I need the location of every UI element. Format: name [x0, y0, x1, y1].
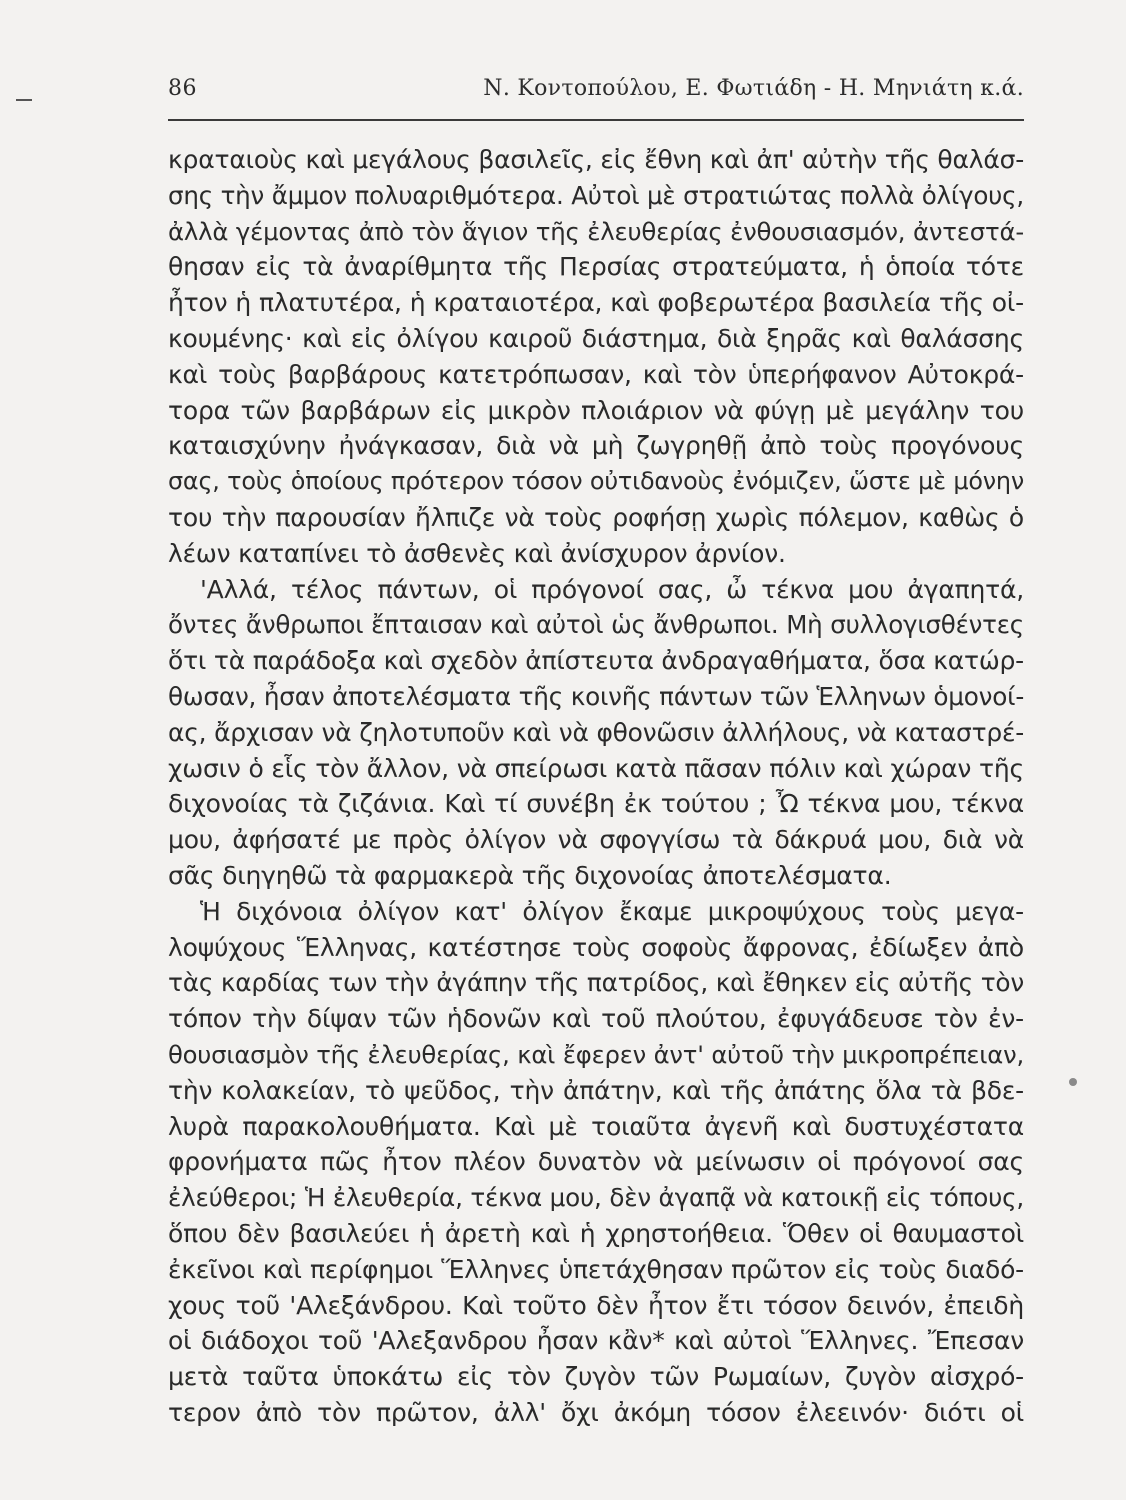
text-line: σης τὴν ἄμμον πολυαριθμότερα. Αὐτοὶ μὲ στρατιώτας πολλὰ ὀλίγους,	[168, 180, 1024, 210]
header-rule	[168, 119, 1024, 121]
text-line: ὄντες ἄνθρωποι ἔπταισαν καὶ αὐτοὶ ὡς ἄνθρωποι. Μὴ συλλογισθέντες	[168, 610, 1024, 640]
text-line: οἱ διάδοχοι τοῦ 'Αλεξανδρου ἦσαν κἂν* καὶ αὐτοὶ Ἕλληνες. Ἔπεσαν	[168, 1326, 1024, 1356]
page-number: 86	[168, 76, 197, 101]
text-line: 'Αλλά, τέλος πάντων, οἱ πρόγονοί σας, ὦ τέκνα μου ἀγαπητά,	[200, 574, 1024, 604]
text-line: κουμένης· καὶ εἰς ὀλίγου καιροῦ διάστημα, διὰ ξηρᾶς καὶ θαλάσσης	[168, 323, 1024, 353]
text-line: ἐκεῖνοι καὶ περίφημοι Ἕλληνες ὑπετάχθησαν πρῶτον εἰς τοὺς διαδό-	[168, 1254, 1024, 1284]
text-line: ἀλλὰ γέμοντας ἀπὸ τὸν ἅγιον τῆς ἐλευθερίας ἐνθουσιασμόν, ἀντεστά-	[168, 216, 1024, 246]
text-line: θουσιασμὸν τῆς ἐλευθερίας, καὶ ἔφερεν ἀντ' αὐτοῦ τὴν μικροπρέπειαν,	[168, 1039, 1024, 1069]
text-line: φρονήματα πῶς ἦτον πλέον δυνατὸν νὰ μείνωσιν οἱ πρόγονοί σας	[168, 1147, 1024, 1177]
text-line: σᾶς διηγηθῶ τὰ φαρμακερὰ τῆς διχονοίας ἀποτελέσματα.	[168, 860, 892, 890]
text-line: καταισχύνην ἠνάγκασαν, διὰ νὰ μὴ ζωγρηθῇ ἀπὸ τοὺς προγόνους	[168, 431, 1024, 461]
text-line: τὰς καρδίας των τὴν ἀγάπην τῆς πατρίδος, καὶ ἔθηκεν εἰς αὐτῆς τὸν	[168, 968, 1024, 998]
margin-dot	[1069, 1078, 1077, 1086]
text-line: μου, ἀφήσατέ με πρὸς ὀλίγον νὰ σφογγίσω τὰ δάκρυά μου, διὰ νὰ	[168, 825, 1024, 855]
text-line: λοψύχους Ἕλληνας, κατέστησε τοὺς σοφοὺς ἄφρονας, ἐδίωξεν ἀπὸ	[168, 932, 1024, 962]
text-line: τερον ἀπὸ τὸν πρῶτον, ἀλλ' ὄχι ἀκόμη τόσον ἐλεεινόν· διότι οἱ	[168, 1397, 1024, 1427]
text-line: ὅτι τὰ παράδοξα καὶ σχεδὸν ἀπίστευτα ἀνδραγαθήματα, ὅσα κατώρ-	[168, 646, 1024, 676]
text-line: τορα τῶν βαρβάρων εἰς μικρὸν πλοιάριον νὰ φύγῃ μὲ μεγάλην του	[168, 395, 1024, 425]
text-line: ὅπου δὲν βασιλεύει ἡ ἀρετὴ καὶ ἡ χρηστοήθεια. Ὅθεν οἱ θαυμαστοὶ	[168, 1218, 1024, 1248]
text-line: τόπον τὴν δίψαν τῶν ἡδονῶν καὶ τοῦ πλούτου, ἐφυγάδευσε τὸν ἐν-	[168, 1004, 1024, 1034]
text-line: θησαν εἰς τὰ ἀναρίθμητα τῆς Περσίας στρατεύματα, ἡ ὁποία τότε	[168, 252, 1024, 282]
body-text	[168, 142, 1024, 1431]
text-line: του τὴν παρουσίαν ἤλπιζε νὰ τοὺς ροφήσῃ χωρὶς πόλεμον, καθὼς ὁ	[168, 502, 1024, 532]
text-line: ἦτον ἡ πλατυτέρα, ἡ κραταιοτέρα, καὶ φοβερωτέρα βασιλεία τῆς οἰ-	[168, 288, 1024, 318]
text-line: διχονοίας τὰ ζιζάνια. Καὶ τί συνέβη ἐκ τούτου ; Ὦ τέκνα μου, τέκνα	[168, 789, 1024, 819]
text-line: κραταιοὺς καὶ μεγάλους βασιλεῖς, εἰς ἔθνη καὶ ἀπ' αὐτὴν τῆς θαλάσ-	[168, 145, 1025, 174]
text-line: μετὰ ταῦτα ὑποκάτω εἰς τὸν ζυγὸν τῶν Ρωμαίων, ζυγὸν αἰσχρό-	[168, 1362, 1024, 1392]
text-line: λέων καταπίνει τὸ ἀσθενὲς καὶ ἀνίσχυρον ἀρνίον.	[168, 538, 786, 568]
text-line: ας, ἄρχισαν νὰ ζηλοτυποῦν καὶ νὰ φθονῶσιν ἀλλήλους, νὰ καταστρέ-	[168, 717, 1024, 747]
margin-mark	[16, 99, 32, 101]
text-line: λυρὰ παρακολουθήματα. Καὶ μὲ τοιαῦτα ἀγενῆ καὶ δυστυχέστατα	[168, 1111, 1024, 1141]
text-line: χους τοῦ 'Αλεξάνδρου. Καὶ τοῦτο δὲν ἦτον ἔτι τόσον δεινόν, ἐπειδὴ	[168, 1290, 1024, 1320]
text-line: ἐλεύθεροι; Ἡ ἐλευθερία, τέκνα μου, δὲν ἀγαπᾷ νὰ κατοικῇ εἰς τόπους,	[168, 1183, 1024, 1213]
text-line: τὴν κολακείαν, τὸ ψεῦδος, τὴν ἀπάτην, καὶ τῆς ἀπάτης ὅλα τὰ βδε-	[168, 1075, 1024, 1105]
text-line: καὶ τοὺς βαρβάρους κατετρόπωσαν, καὶ τὸν ὑπερήφανον Αὐτοκρά-	[168, 359, 1024, 389]
page-header	[168, 76, 1024, 110]
text-line: Ἡ διχόνοια ὀλίγον κατ' ὀλίγον ἔκαμε μικροψύχους τοὺς μεγα-	[200, 896, 1024, 926]
text-line: θωσαν, ἦσαν ἀποτελέσματα τῆς κοινῆς πάντων τῶν Ἑλληνων ὁμονοί-	[168, 681, 1025, 711]
text-line: χωσιν ὁ εἷς τὸν ἄλλον, νὰ σπείρωσι κατὰ πᾶσαν πόλιν καὶ χώραν τῆς	[168, 753, 1024, 783]
text-line: σας, τοὺς ὁποίους πρότερον τόσον οὐτιδανοὺς ἐνόμιζεν, ὥστε μὲ μόνην	[168, 467, 1024, 496]
running-head: Ν. Κοντοπούλου, Ε. Φωτιάδη - Η. Μηνιάτη κ.ά.	[483, 76, 1024, 101]
